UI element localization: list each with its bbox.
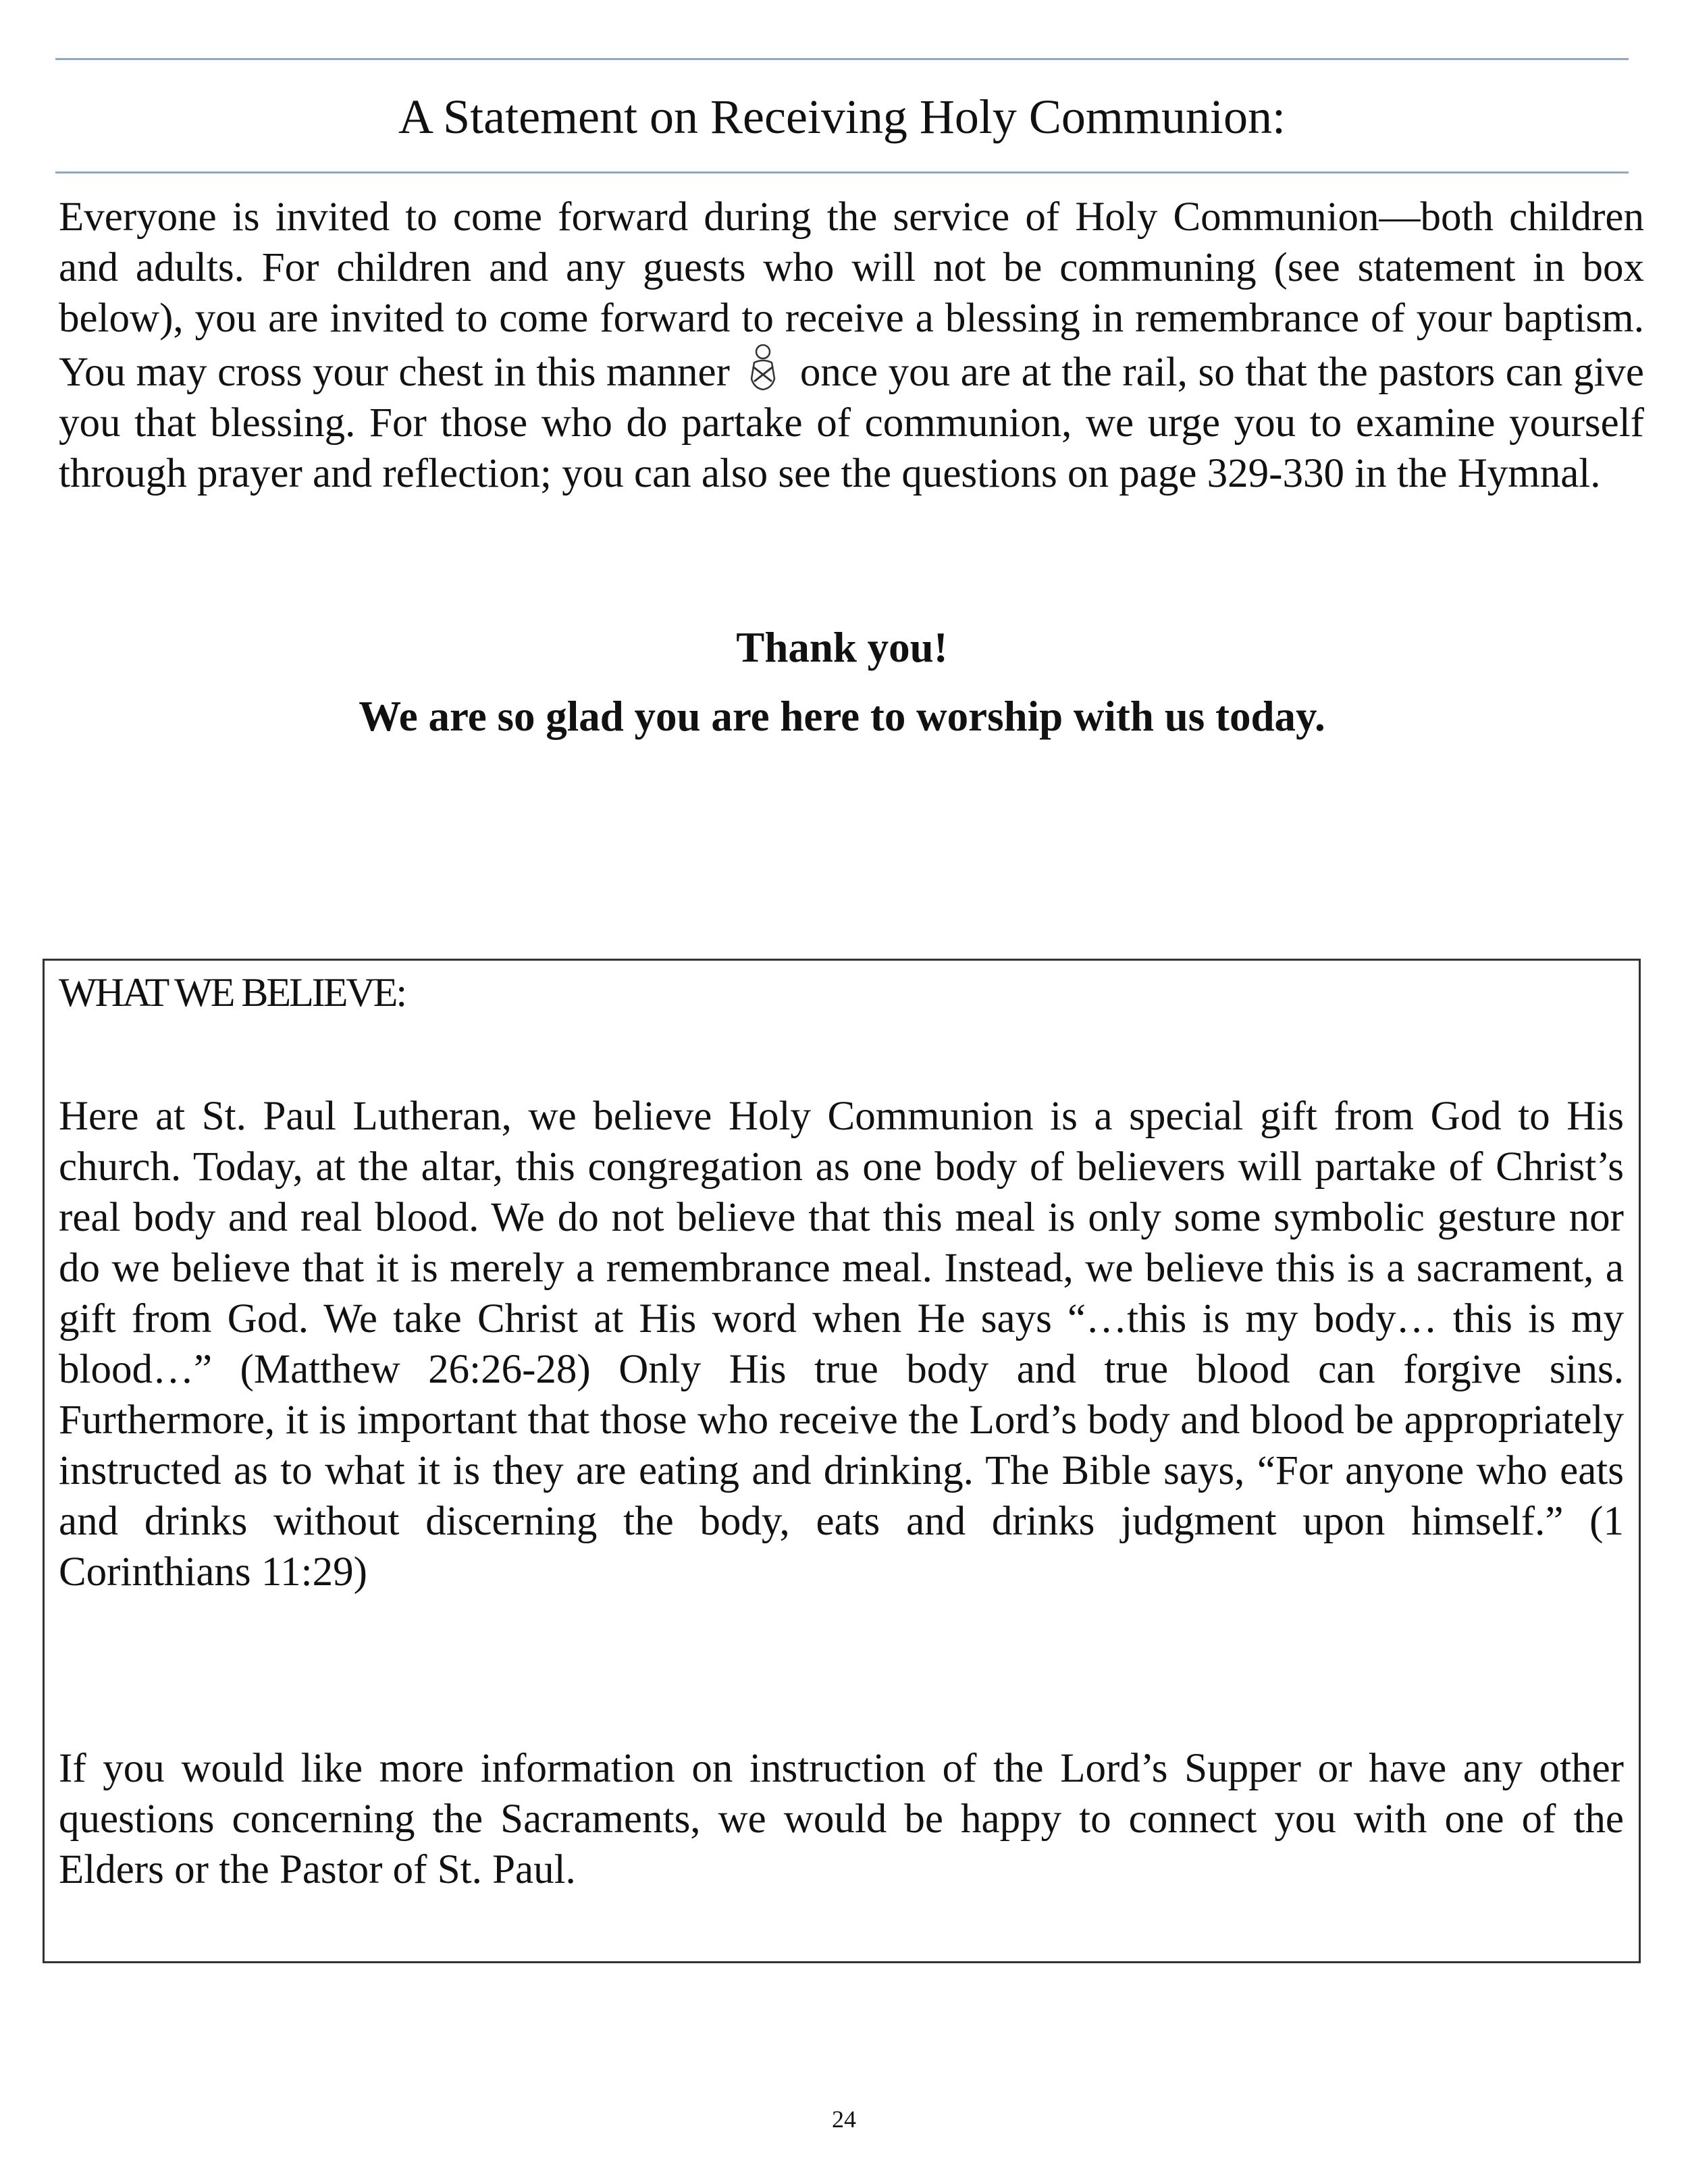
thank-you-line: Thank you! xyxy=(736,624,948,671)
more-information-paragraph: If you would like more information on instruction of the Lord’s Supper or have any other questions concerning the Sacraments, we would be happy to connect you with one of the Elders or the Pastor of St. Paul. xyxy=(59,1746,1624,1892)
communion-invitation-paragraph xyxy=(59,192,1644,499)
title-bottom-rule xyxy=(55,171,1629,174)
title-top-rule xyxy=(55,58,1629,60)
page-number: 24 xyxy=(832,2106,856,2133)
crossed-arms-figure-icon xyxy=(745,344,781,391)
welcome-line: We are so glad you are here to worship with us today. xyxy=(359,693,1325,740)
what-we-believe-heading: WHAT WE BELIEVE: xyxy=(59,970,406,1015)
intro-text-before-icon: Everyone is invited to come forward during the service of Holy Communion—both children and adults. For children and any guests who will not be communing (see statement in box below), you are invited to come forward to receive a blessing in remembrance of your baptism. You may cross your chest in this manner xyxy=(59,194,1644,395)
intro-text-after-icon: once you are at the rail, so that the pastors can give you that blessing. For those who do partake of communion, we urge you to examine yourself through prayer and reflection; you can also see the questions on page 329-330 in the Hymnal. xyxy=(59,350,1644,496)
page-title: A Statement on Receiving Holy Communion: xyxy=(398,90,1286,144)
what-we-believe-body: Here at St. Paul Lutheran, we believe Holy Communion is a special gift from God to His church. Today, at the altar, this congregation as one body of believers will partake of Christ’s real body and real blood. We do not believe that this meal is only some symbolic gesture nor do we believe that it is merely a remembrance meal. Instead, we believe this is a sacrament, a gift from God. We take Christ at His word when He says “…this is my body… this is my blood…” (Matthew 26:26-28) Only His true body and true blood can forgive sins. Furthermore, it is important that those who receive the Lord’s body and blood be appropriately instructed as to what it is they are eating and drinking. The Bible says, “For anyone who eats and drinks without discerning the body, eats and drinks judgment upon himself.” (1 Corinthians 11:29) xyxy=(59,1094,1624,1595)
